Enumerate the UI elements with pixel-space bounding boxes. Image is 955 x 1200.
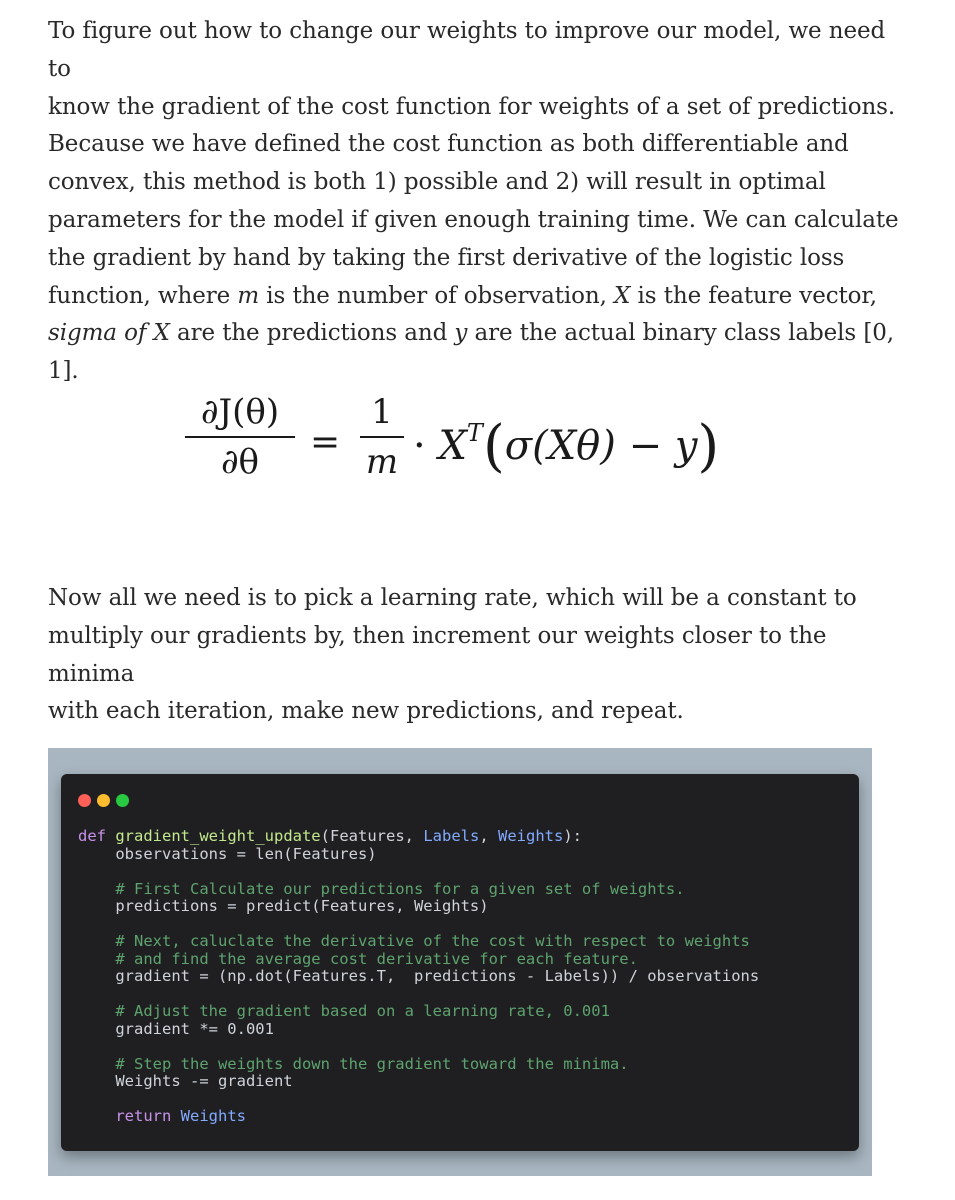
text-line: the gradient by hand by taking the first derivative of the logistic loss: [48, 244, 845, 271]
text-line: Because we have defined the cost function as both differentiable and: [48, 131, 849, 158]
code-line: observations = len(Features): [78, 844, 377, 863]
code-comment: # First Calculate our predictions for a given set of weights.: [78, 879, 685, 898]
fraction-bar: [185, 436, 295, 438]
text-line: multiply our gradients by, then increment our weights closer to the minima: [48, 622, 827, 687]
code-param: Labels: [423, 827, 480, 845]
formula-transpose: T: [466, 419, 483, 447]
text-line: function, where: [48, 282, 238, 309]
formula-paren-close: ): [697, 414, 720, 479]
code-comment: # Next, caluclate the derivative of the cost with respect to weights: [78, 932, 750, 950]
gradient-formula: [185, 392, 745, 502]
code-line: gradient = (np.dot(Features.T, predictions - Labels)) / observations: [78, 967, 760, 985]
code-punct: (: [320, 827, 330, 845]
text-line: To figure out how to change our weights to improve our model, we need to: [48, 18, 886, 82]
text-line: are the predictions and: [169, 320, 455, 347]
code-param: Weights: [498, 827, 564, 845]
formula-lhs-numerator: ∂J(θ): [200, 392, 280, 432]
minimize-dot-icon: [97, 794, 110, 807]
window-controls: [78, 792, 135, 811]
formula-lhs-denominator: ∂θ: [220, 442, 260, 482]
code-function-name: gradient_weight_update: [115, 827, 321, 845]
code-comment: # and find the average cost derivative for each feature.: [78, 949, 638, 968]
code-line: gradient *= 0.001: [78, 1019, 274, 1038]
fraction-bar: [360, 436, 404, 438]
math-var-x: X: [614, 282, 631, 309]
intro-paragraph: [48, 13, 908, 391]
code-comment: # Step the weights down the gradient toward the minima.: [78, 1054, 629, 1073]
code-window: [61, 774, 859, 1151]
code-keyword-def: def: [78, 827, 106, 845]
code-punct: ):: [563, 827, 582, 845]
code-keyword-return: return: [115, 1107, 172, 1125]
formula-rhs-numerator: 1: [371, 392, 393, 432]
code-line: predictions = predict(Features, Weights): [78, 897, 489, 915]
formula-x: X: [438, 423, 467, 469]
text-line: with each iteration, make new predictions, and repeat.: [48, 698, 684, 725]
formula-paren-open: (: [482, 414, 505, 479]
text-line: Now all we need is to pick a learning rate, which will be a constant to: [48, 585, 857, 611]
text-line: are the actual binary class labels [0, 1].: [48, 320, 894, 385]
close-dot-icon: [78, 794, 91, 807]
formula-rhs-denominator: m: [365, 442, 399, 482]
code-return-value: Weights: [180, 1107, 246, 1125]
learning-rate-paragraph: [48, 580, 908, 731]
text-line: convex, this method is both 1) possible and 2) will result in optimal: [48, 169, 826, 196]
math-sigma-of-x: sigma of X: [48, 320, 170, 347]
text-line: is the feature vector,: [630, 282, 877, 309]
math-var-m: m: [237, 282, 260, 309]
code-line: Weights -= gradient: [78, 1072, 293, 1090]
code-snippet-frame: [48, 748, 872, 1176]
math-var-y: y: [454, 320, 468, 347]
formula-lhs-fraction: [185, 392, 295, 482]
formula-dot: ·: [413, 423, 426, 469]
code-param: Features: [330, 827, 405, 845]
formula-rhs-expression: [413, 414, 719, 479]
text-line: parameters for the model if given enough training time. We can calculate: [48, 206, 899, 233]
text-line: know the gradient of the cost function for weights of a set of predictions.: [48, 93, 896, 120]
formula-inner: σ(Xθ) − y: [504, 423, 698, 469]
code-comment: # Adjust the gradient based on a learning rate, 0.001: [78, 1002, 610, 1020]
code-block[interactable]: def gradient_weight_update(Features, Labels, Weights): observations = len(Features) # First Calculate our predictions for a given set of weights. predictions = predict(Features, Weights) # Next, caluclate the derivative of the cost with respect to weights # and find the average cost derivative for each feature. gradient = (np.dot(Features.T, predictions - Labels)) / observations # Adjust the gradient based on a learning rate, 0.001 gradient *= 0.001 # Step the weights down the gradient toward the minima. Weights -= gradient return Weights: [78, 827, 760, 1125]
formula-equals: =: [310, 422, 341, 463]
maximize-dot-icon: [116, 794, 129, 807]
formula-rhs-fraction: [360, 392, 404, 482]
text-line: is the number of observation,: [259, 282, 615, 309]
